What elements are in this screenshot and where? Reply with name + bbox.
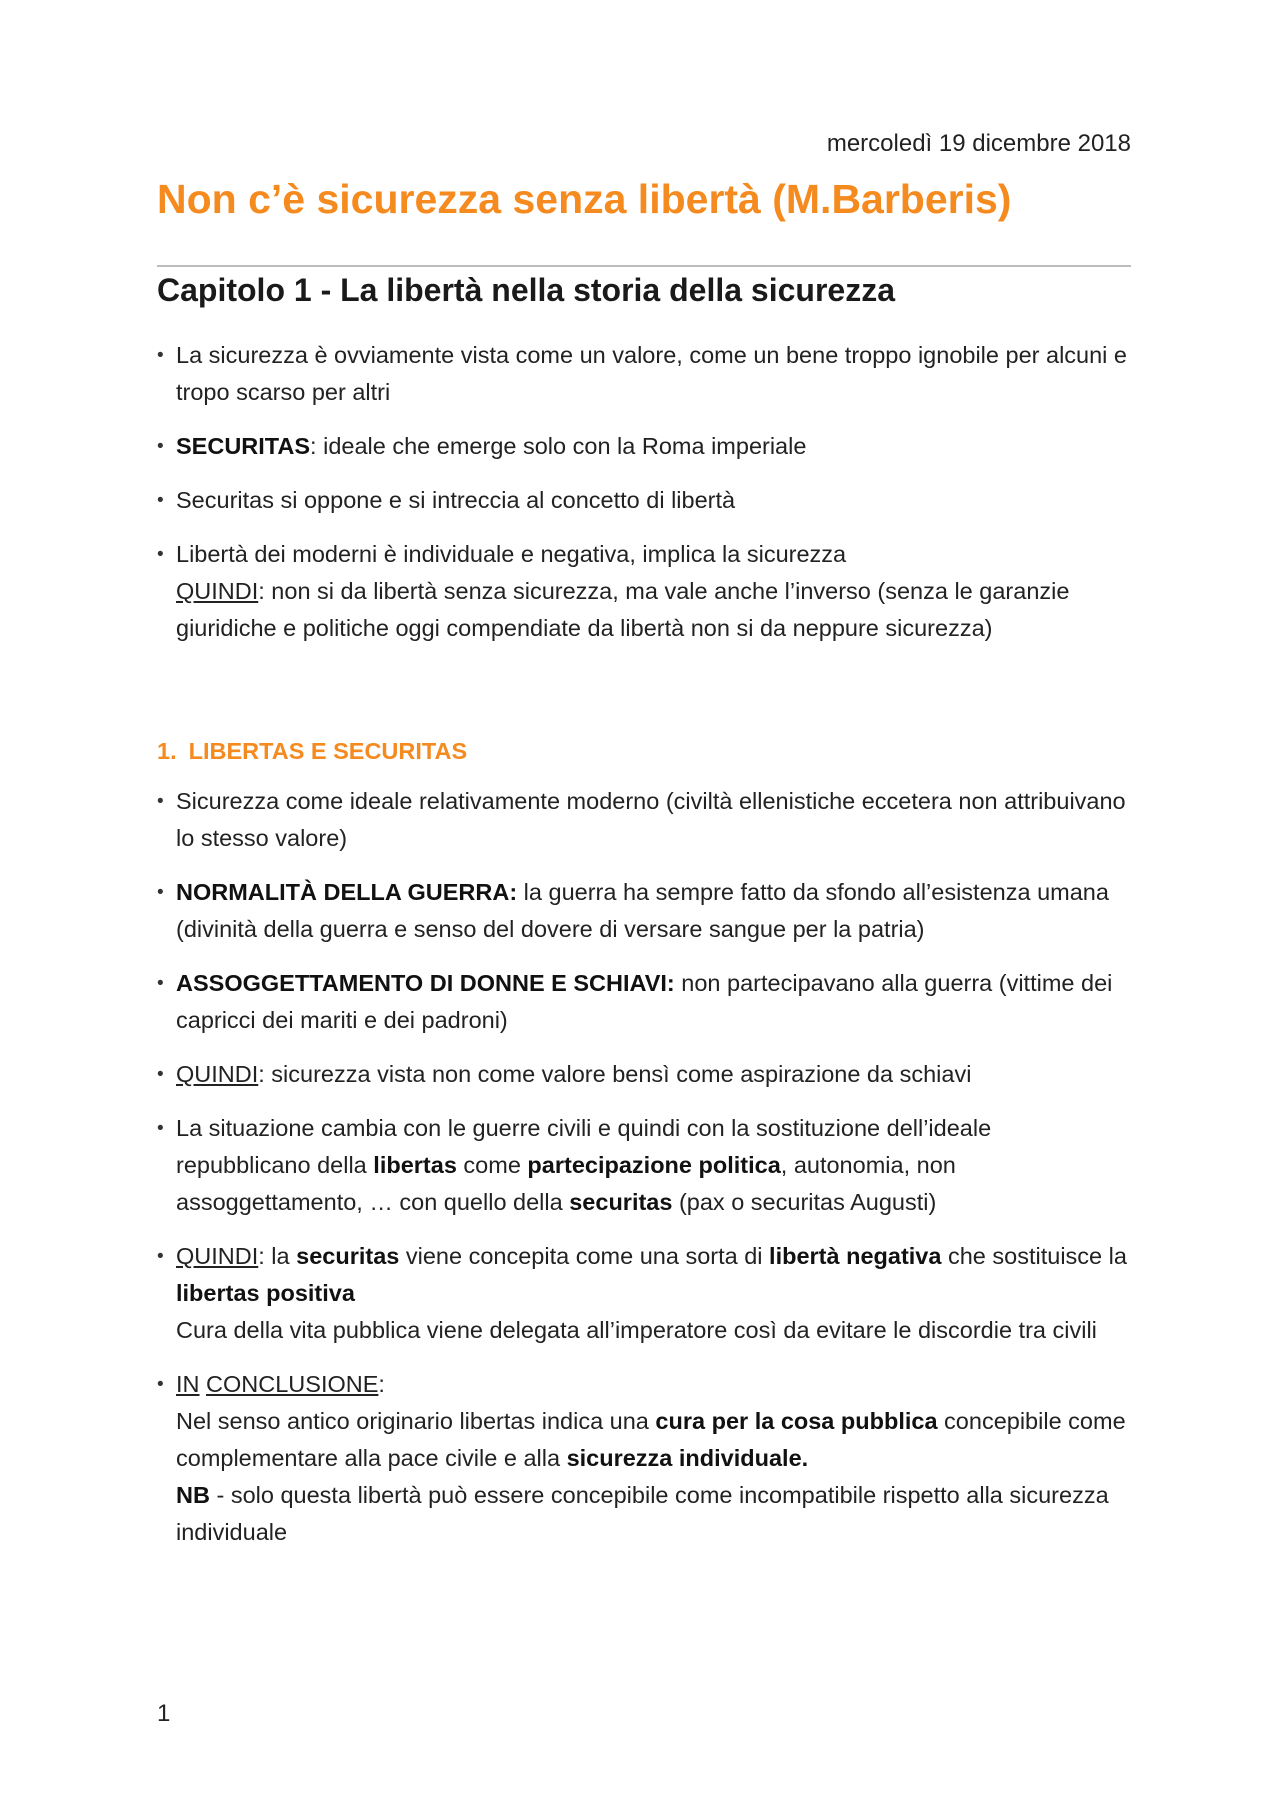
bold-term: sicurezza individuale. (566, 1445, 809, 1471)
chapter-heading: Capitolo 1 - La libertà nella storia della sicurezza (157, 272, 895, 308)
bold-term: SECURITAS (176, 433, 311, 459)
bullet-text: Securitas si oppone e si intreccia al concetto di libertà (176, 487, 736, 513)
title-divider (157, 265, 1131, 267)
section-bullet-list (157, 783, 1131, 1568)
section-title: LIBERTAS E SECURITAS (188, 738, 468, 764)
underlined-term: IN (176, 1371, 200, 1397)
bullet-text: La sicurezza è ovviamente vista come un valore, come un bene troppo ignobile per alcuni e tropo scarso per altri (176, 342, 1127, 405)
list-item (157, 874, 1131, 948)
underlined-term: QUINDI (176, 1061, 259, 1087)
bullet-text: Libertà dei moderni è individuale e negativa, implica la sicurezza (176, 541, 847, 567)
bullet-text: : (378, 1371, 385, 1397)
bullet-text: che sostituisce la (941, 1243, 1127, 1269)
list-item (157, 536, 1131, 647)
bullet-text: Cura della vita pubblica viene delegata all’imperatore così da evitare le discordie tra civili (176, 1317, 1097, 1343)
bullet-text: Sicurezza come ideale relativamente moderno (civiltà ellenistiche eccetera non attribuivano lo stesso valore) (176, 788, 1126, 851)
list-item (157, 428, 1131, 465)
bold-term: libertas (373, 1152, 457, 1178)
bullet-text: la guerra ha sempre fatto da sfondo all’esistenza umana (divinità della guerra e senso del dovere di versare sangue per la patria) (176, 879, 1109, 942)
bold-term: NB (176, 1482, 210, 1508)
list-item (157, 1238, 1131, 1349)
bullet-text: : sicurezza vista non come valore bensì come aspirazione da schiavi (258, 1061, 972, 1087)
bullet-text: : non si da libertà senza sicurezza, ma vale anche l’inverso (senza le garanzie giuridiche e politiche oggi compendiate da libertà non si da neppure sicurezza) (176, 578, 1070, 641)
bullet-text: - solo questa libertà può essere concepibile come incompatibile rispetto alla sicurezza individuale (176, 1482, 1109, 1545)
page-number: 1 (157, 1700, 171, 1727)
bold-term: NORMALITÀ DELLA GUERRA: (176, 879, 518, 905)
chapter-bullet-list (157, 337, 1131, 664)
bold-term: libertà negativa (769, 1243, 942, 1269)
document-date: mercoledì 19 dicembre 2018 (826, 130, 1131, 157)
bold-term: libertas positiva (176, 1280, 355, 1306)
bullet-text: non partecipavano alla guerra (vittime dei capricci dei mariti e dei padroni) (176, 970, 1113, 1033)
underlined-term: CONCLUSIONE (206, 1371, 379, 1397)
section-number: 1. (157, 738, 177, 764)
bullet-text: , autonomia, non assoggettamento, … con quello della (176, 1152, 956, 1215)
list-item (157, 1056, 1131, 1093)
list-item (157, 965, 1131, 1039)
bullet-text: : ideale che emerge solo con la Roma imperiale (310, 433, 807, 459)
section-heading (157, 738, 467, 765)
bold-term: partecipazione politica (527, 1152, 781, 1178)
bold-term: cura per la cosa pubblica (655, 1408, 938, 1434)
underlined-term: QUINDI (176, 1243, 259, 1269)
bullet-text: come (456, 1152, 528, 1178)
list-item (157, 783, 1131, 857)
bullet-text: La situazione cambia con le guerre civili e quindi con la sostituzione dell’ideale repubblicano della (176, 1115, 992, 1178)
list-item (157, 482, 1131, 519)
bold-term: ASSOGGETTAMENTO DI DONNE E SCHIAVI: (176, 970, 675, 996)
bullet-text: Nel senso antico originario libertas indica una (176, 1408, 656, 1434)
list-item (157, 337, 1131, 411)
bullet-text: concepibile come complementare alla pace civile e alla (176, 1408, 1126, 1471)
underlined-term: QUINDI (176, 578, 259, 604)
bullet-text: viene concepita come una sorta di (399, 1243, 770, 1269)
bold-term: securitas (569, 1189, 673, 1215)
bold-term: securitas (296, 1243, 400, 1269)
bullet-text: (pax o securitas Augusti) (672, 1189, 937, 1215)
document-title: Non c’è sicurezza senza libertà (M.Barberis) (157, 176, 1012, 222)
bullet-text: : la (258, 1243, 297, 1269)
list-item (157, 1366, 1131, 1551)
list-item (157, 1110, 1131, 1221)
